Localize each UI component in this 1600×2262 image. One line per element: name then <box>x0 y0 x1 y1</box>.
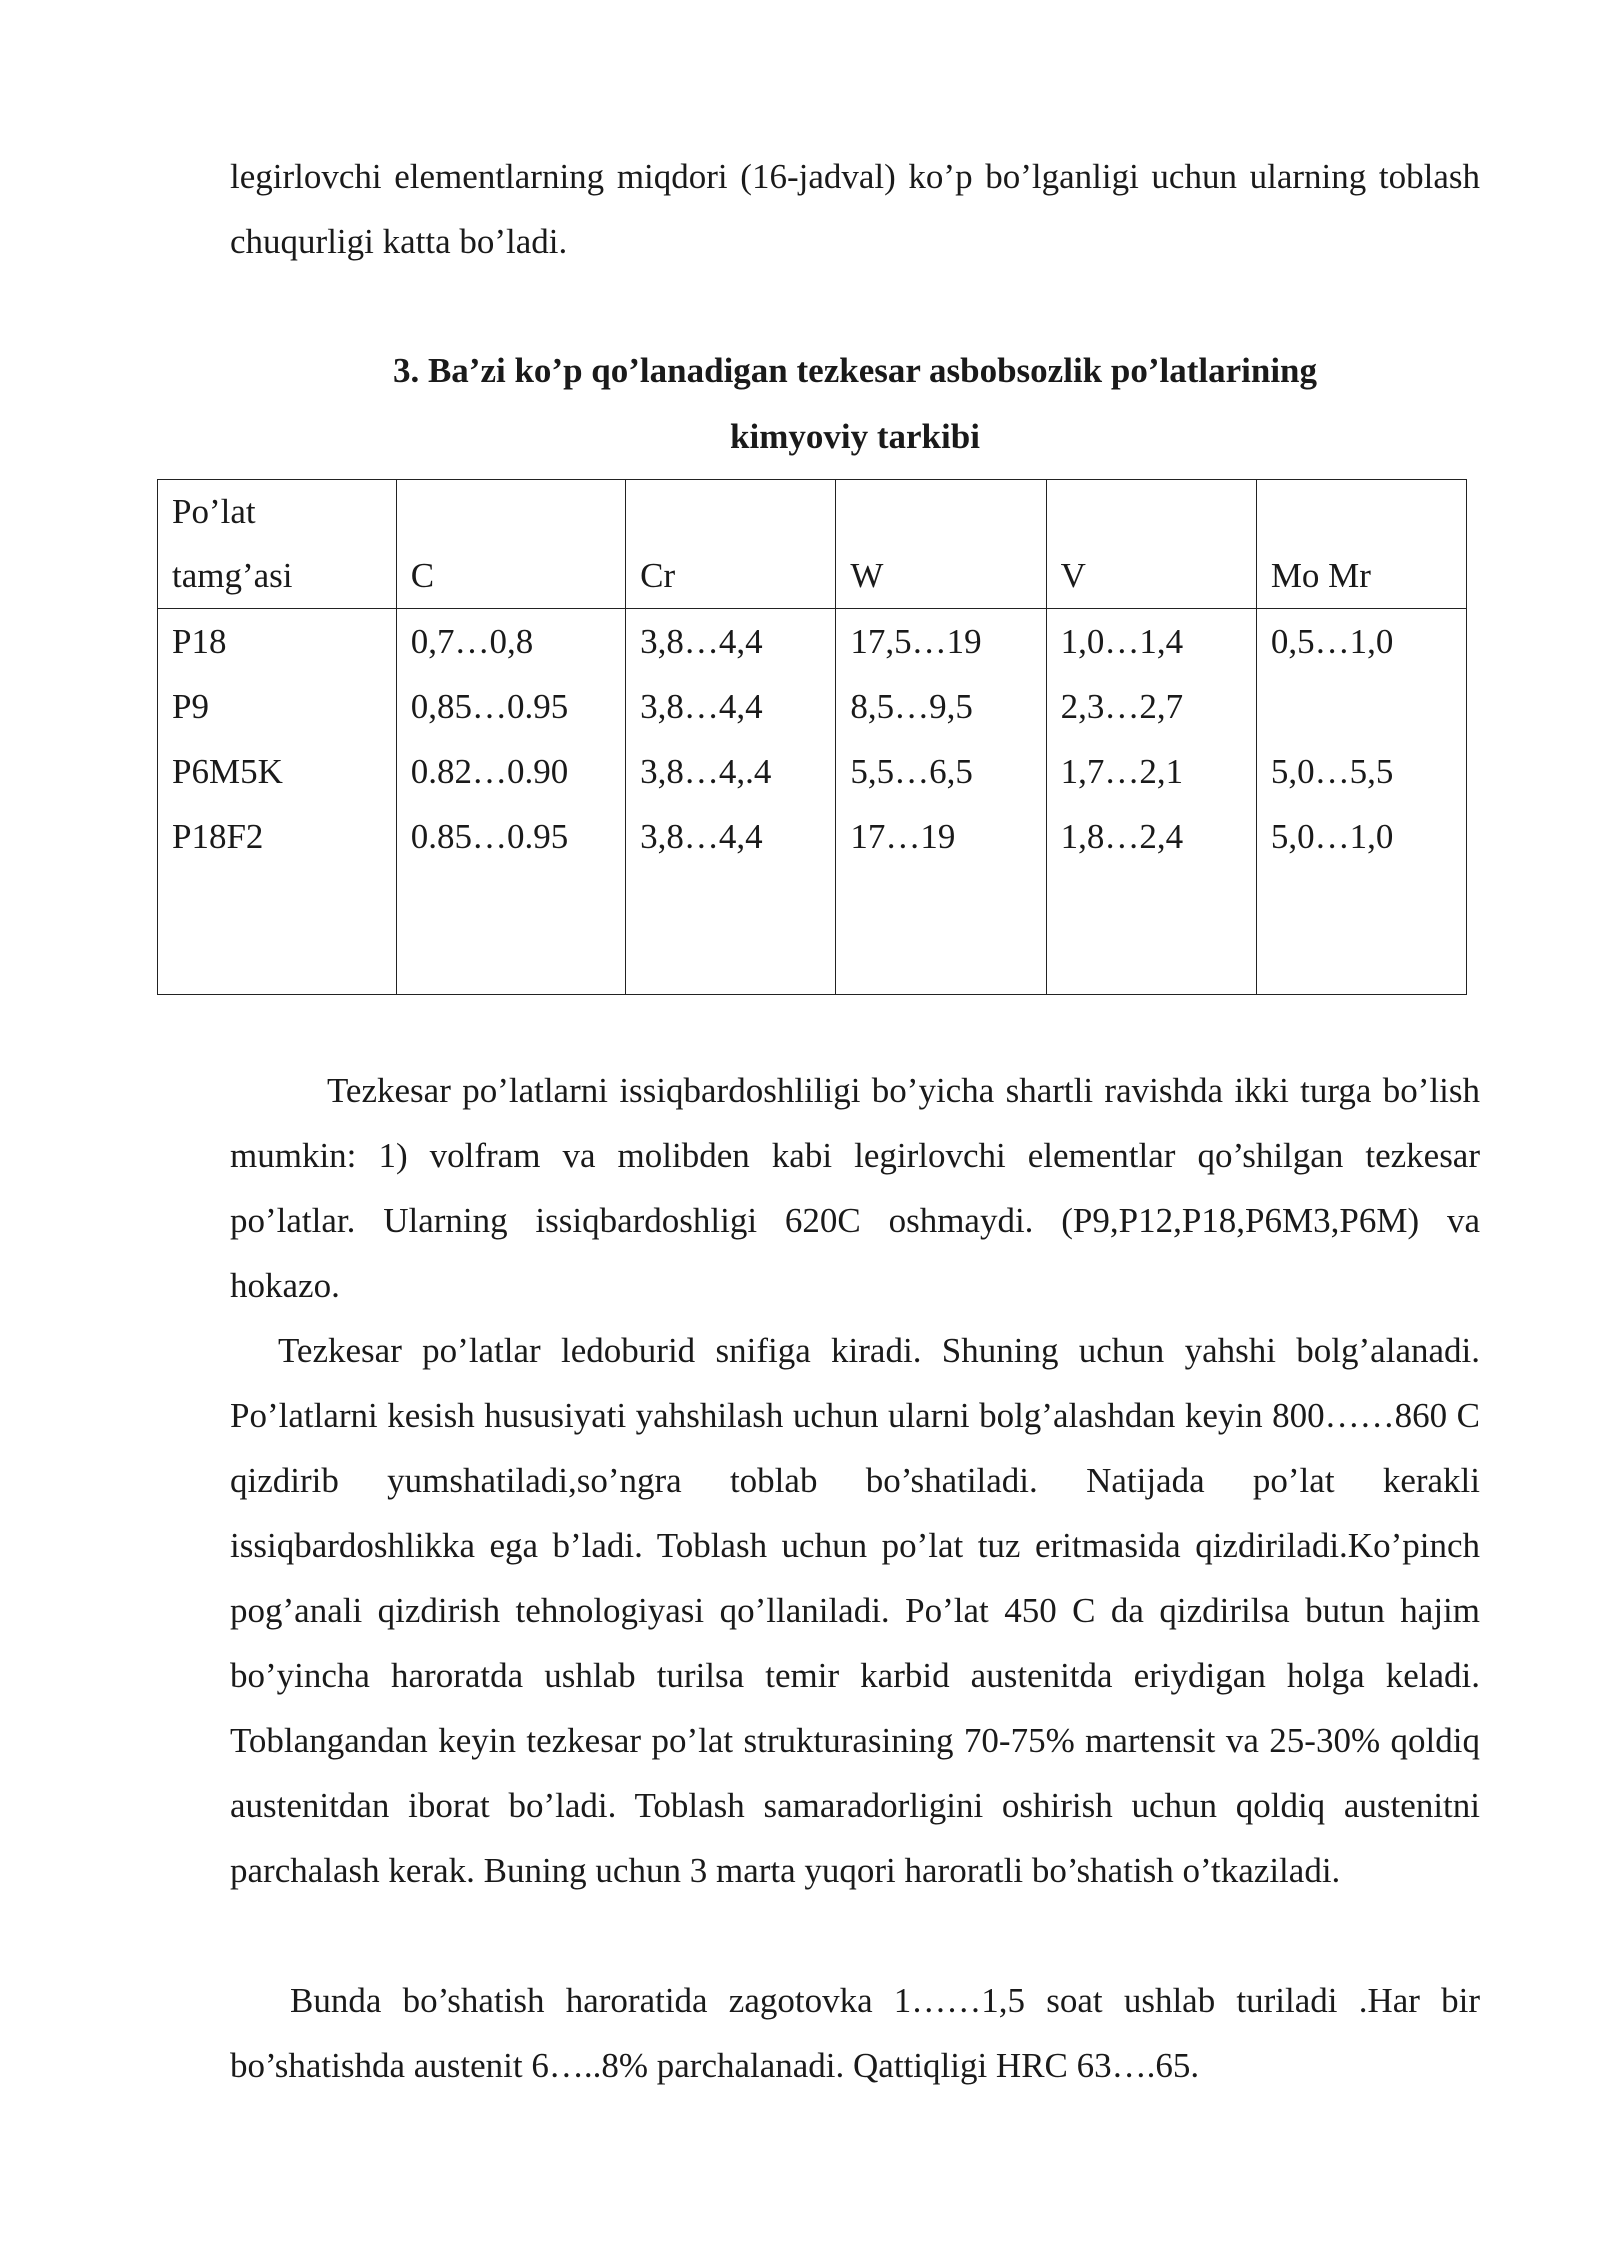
table-cell: 1,7…2,1 <box>1060 752 1184 791</box>
table-caption <box>230 338 1480 470</box>
table-cell: P6M5K <box>172 752 283 791</box>
table-cell: 1,0…1,4 <box>1060 622 1184 661</box>
table-body-row <box>158 609 1467 995</box>
table-cell: 3,8…4,4 <box>640 687 763 726</box>
table-cell: 0,85…0.95 <box>410 687 569 726</box>
table-cell <box>1271 674 1452 739</box>
table-cell: P9 <box>172 687 209 726</box>
column-chromium <box>626 609 836 995</box>
table-cell: 3,8…4,.4 <box>640 752 772 791</box>
table-cell: 0.85…0.95 <box>410 817 569 856</box>
column-molybdenum <box>1256 609 1466 995</box>
table-cell: 5,5…6,5 <box>850 752 973 791</box>
table-cell: P18 <box>172 622 227 661</box>
table-header-row <box>158 480 1467 609</box>
header-tungsten: W <box>836 480 1046 609</box>
table-cell: 3,8…4,4 <box>640 622 763 661</box>
header-chromium: Cr <box>626 480 836 609</box>
table-caption-line-1: 3. Ba’zi ko’p qo’lanadigan tezkesar asbobsozlik po’latlarining <box>392 351 1318 390</box>
steel-composition-table <box>157 479 1467 995</box>
table-cell: 1,8…2,4 <box>1060 817 1184 856</box>
table-cell: 5,0…5,5 <box>1270 752 1394 791</box>
table-cell: 17,5…19 <box>850 622 982 661</box>
intro-paragraph: legirlovchi elementlarning miqdori (16-jadval) ko’p bo’lganligi uchun ularning toblash chuqurligi katta bo’ladi. <box>230 157 1480 261</box>
column-vanadium <box>1046 609 1256 995</box>
header-steel-brand <box>158 480 397 609</box>
table-cell: 17…19 <box>850 817 956 856</box>
table-cell: 2,3…2,7 <box>1060 687 1184 726</box>
table-caption-line-2: kimyoviy tarkibi <box>730 417 980 456</box>
table-cell: P18F2 <box>172 817 264 856</box>
table-cell: 0.82…0.90 <box>410 752 569 791</box>
header-carbon: C <box>396 480 625 609</box>
header-vanadium: V <box>1046 480 1256 609</box>
table-cell: 5,0…1,0 <box>1270 817 1394 856</box>
body-paragraph-1: Tezkesar po’latlarni issiqbardoshliligi bo’yicha shartli ravishda ikki turga bo’lish mumkin: 1) volfram va molibden kabi legirlovchi elementlar qo’shilgan tezkesar po’latlar. Ularning issiqbardoshligi 620C oshmaydi. (P9,P12,P18,P6M3,P6M) va hokazo. <box>230 1071 1480 1305</box>
header-brand-line-2: tamg’asi <box>172 556 293 595</box>
column-carbon <box>396 609 625 995</box>
header-molybdenum: Mo Mr <box>1256 480 1466 609</box>
table-cell: 3,8…4,4 <box>640 817 763 856</box>
header-brand-line-1: Po’lat <box>172 492 256 531</box>
column-tungsten <box>836 609 1046 995</box>
table-cell: 0,5…1,0 <box>1270 622 1394 661</box>
table-cell: 0,7…0,8 <box>410 622 534 661</box>
column-steel-brand <box>158 609 397 995</box>
body-paragraph-3: Bunda bo’shatish haroratida zagotovka 1……1,5 soat ushlab turiladi .Har bir bo’shatishda austenit 6…..8% parchalanadi. Qattiqligi HRC 63….65. <box>230 1981 1480 2085</box>
body-paragraph-2: Tezkesar po’latlar ledoburid snifiga kiradi. Shuning uchun yahshi bolg’alanadi. Po’latlarni kesish hususiyati yahshilash uchun ularni bolg’alashdan keyin 800……860 C qizdirib yumshatiladi,so’ngra toblab bo’shatiladi. Natijada po’lat kerakli issiqbardoshlikka ega b’ladi. Toblash uchun po’lat tuz eritmasida qizdiriladi.Ko’pinch pog’anali qizdirish tehnologiyasi qo’llaniladi. Po’lat 450 C da qizdirilsa butun hajim bo’yincha haroratda ushlab turilsa temir karbid austenitda eriydigan holga keladi. Toblangandan keyin tezkesar po’lat strukturasining 70-75% martensit va 25-30% qoldiq austenitdan iborat bo’ladi. Toblash samaradorligini oshirish uchun qoldiq austenitni parchalash kerak. Buning uchun 3 marta yuqori haroratli bo’shatish o’tkaziladi. <box>230 1331 1480 1890</box>
table-cell: 8,5…9,5 <box>850 687 973 726</box>
